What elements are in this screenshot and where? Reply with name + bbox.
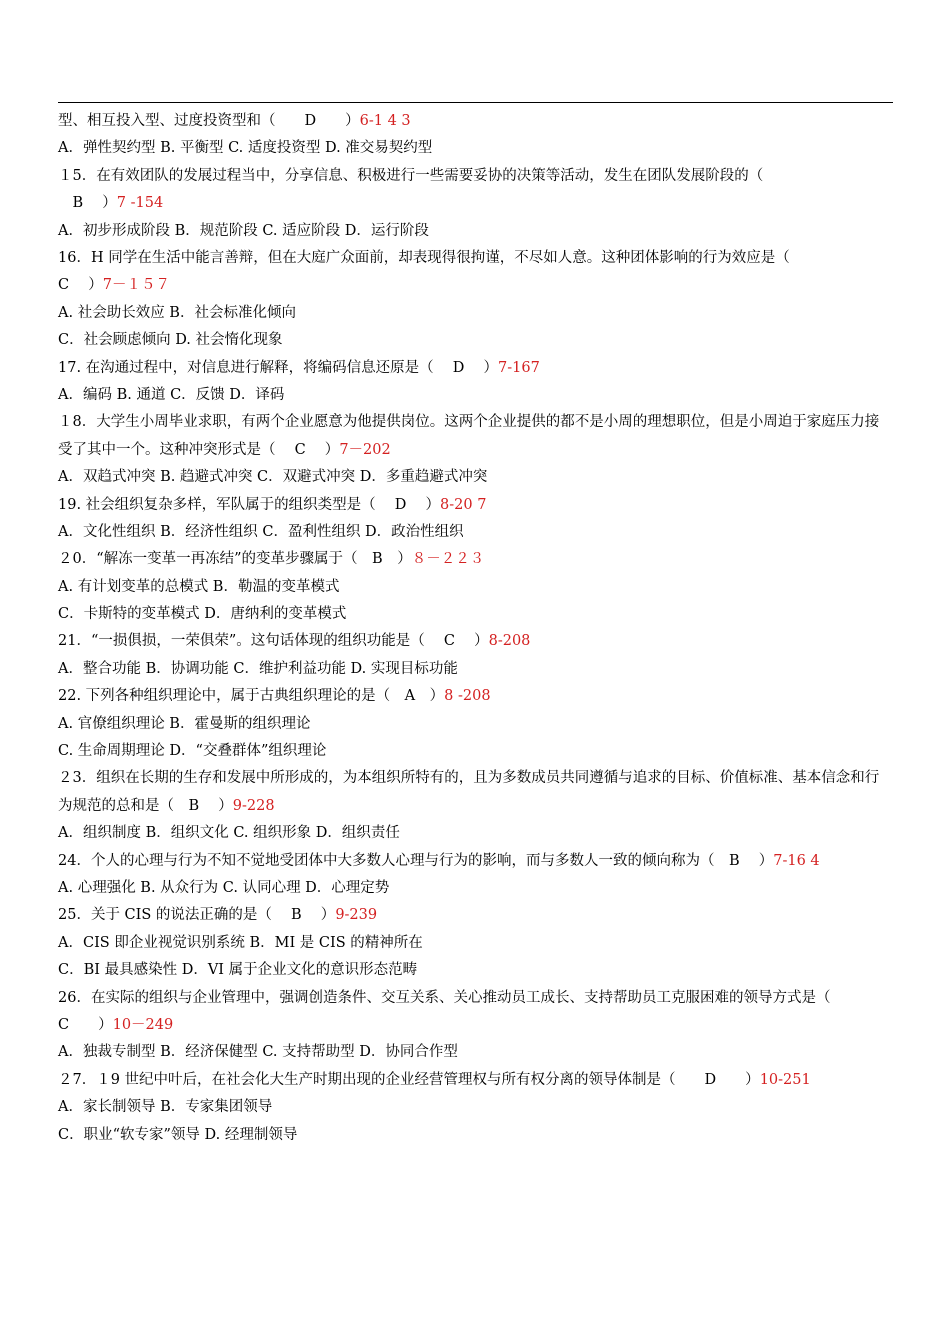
text-line: A．家长制领导 B．专家集团领导 <box>58 1099 273 1116</box>
text-line: ２7．１9 世纪中叶后，在社会化大生产时期出现的企业经营管理权与所有权分离的领导体制是（ D ）10-251 <box>58 1071 811 1088</box>
text-line: C．BI 最具感染性 D．VI 属于企业文化的意识形态范畴 <box>58 962 418 979</box>
page-ref: 7－202 <box>339 441 391 458</box>
page-ref: 8-20 7 <box>440 496 487 513</box>
page-ref: 8-208 <box>488 633 531 650</box>
text-line: 型、相互投入型、过度投资型和（ D ）6-1 4 3 <box>58 113 411 129</box>
text-line: A. 有计划变革的总模式 B．勒温的变革模式 <box>58 578 340 595</box>
page-ref: 9-228 <box>232 797 275 814</box>
page-ref: 7 -154 <box>116 195 164 212</box>
text-line: C. 生命周期理论 D．“交叠群体”组织理论 <box>58 743 327 760</box>
page-ref: ８－２２３ <box>411 551 485 568</box>
text-line: A．编码 B. 通道 C．反馈 D．译码 <box>58 386 285 403</box>
page-ref: 7-167 <box>498 359 540 376</box>
text-line: A．初步形成阶段 B．规范阶段 C. 适应阶段 D．运行阶段 <box>58 222 429 239</box>
text-line: A. 社会助长效应 B．社会标准化倾向 <box>58 304 296 321</box>
text-line: １5．在有效团队的发展过程当中，分享信息、积极进行一些需要妥协的决策等活动，发生在团队发展阶段的（ <box>58 167 764 184</box>
page-ref: 6-1 4 3 <box>359 113 411 129</box>
text-line: 17. 在沟通过程中，对信息进行解释，将编码信息还原是（ D ）7-167 <box>58 359 540 376</box>
text-line: C．社会顾虑倾向 D. 社会惰化现象 <box>58 332 283 349</box>
text-line: 19. 社会组织复杂多样，军队属于的组织类型是（ D ）8-20 7 <box>58 496 487 513</box>
text-line: C．职业“软专家”领导 D. 经理制领导 <box>58 1126 298 1143</box>
text-line: A. 官僚组织理论 B．霍曼斯的组织理论 <box>58 715 311 732</box>
text-line: A．独裁专制型 B．经济保健型 C. 支持帮助型 D．协同合作型 <box>58 1044 458 1061</box>
text-line: 22. 下列各种组织理论中，属于古典组织理论的是（ A ）8 -208 <box>58 688 491 705</box>
text-line: C ）7－１５７ <box>58 277 170 294</box>
text-line: 16．H 同学在生活中能言善辩，但在大庭广众面前，却表现得很拘谨，不尽如人意。这种团体影响的行为效应是（ <box>58 249 790 266</box>
page-ref: 10－249 <box>112 1016 174 1033</box>
text-line: 26．在实际的组织与企业管理中，强调创造条件、交互关系、关心推动员工成长、支持帮助员工克服困难的领导方式是（ C ）10－249 <box>58 989 860 1033</box>
text-line: ２3．组织在长期的生存和发展中所形成的，为本组织所特有的，且为多数成员共同遵循与追求的目标、价值标准、基本信念和行为规范的总和是（ B ）9-228 <box>58 770 880 814</box>
document-body <box>58 108 893 1149</box>
text-line: A. 心理强化 B. 从众行为 C. 认同心理 D．心理定势 <box>58 880 390 897</box>
page-ref: 7－１５７ <box>102 277 170 294</box>
text-line: C．卡斯特的变革模式 D．唐纳利的变革模式 <box>58 606 347 623</box>
page-ref: 8 -208 <box>444 688 491 705</box>
text-line: A．组织制度 B．组织文化 C. 组织形象 D．组织责任 <box>58 825 400 842</box>
text-line: １8．大学生小周毕业求职，有两个企业愿意为他提供岗位。这两个企业提供的都不是小周的理想职位，但是小周迫于家庭压力接受了其中一个。这种冲突形式是（ C ）7－202 <box>58 414 880 458</box>
text-line: A．双趋式冲突 B. 趋避式冲突 C．双避式冲突 D．多重趋避式冲突 <box>58 469 488 486</box>
header-rule <box>58 102 893 103</box>
text-line: A．弹性契约型 B. 平衡型 C. 适度投资型 D. 准交易契约型 <box>58 140 433 157</box>
page-ref: 10-251 <box>759 1071 811 1088</box>
text-line: A．文化性组织 B．经济性组织 C．盈利性组织 D．政治性组织 <box>58 523 464 540</box>
text-line: 24．个人的心理与行为不知不觉地受团体中大多数人心理与行为的影响，而与多数人一致的倾向称为（ B ）7-16 4 <box>58 852 820 869</box>
text-line: A．整合功能 B．协调功能 C．维护利益功能 D. 实现目标功能 <box>58 660 458 677</box>
text-line: 21．“一损俱损，一荣俱荣”。这句话体现的组织功能是（ C ）8-208 <box>58 633 531 650</box>
text-line: 25．关于 CIS 的说法正确的是（ B ）9-239 <box>58 907 378 924</box>
page-ref: 7-16 4 <box>773 852 820 869</box>
text-line: ２0．“解冻一变革一再冻结”的变革步骤属于（ B ）８－２２３ <box>58 551 485 568</box>
text-line: B ）7 -154 <box>58 195 164 212</box>
text-line: A．CIS 即企业视觉识别系统 B．MI 是 CIS 的精神所在 <box>58 934 423 951</box>
page-ref: 9-239 <box>335 907 378 924</box>
